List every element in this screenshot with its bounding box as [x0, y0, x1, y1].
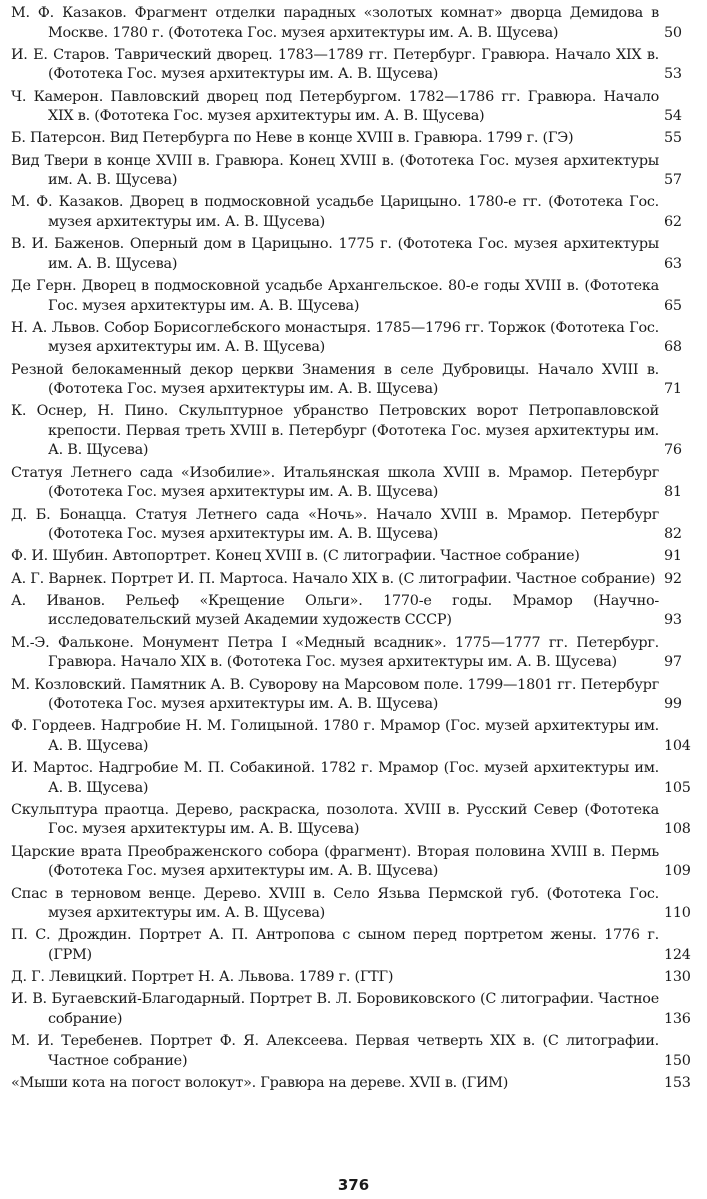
list-item — [0, 506, 707, 545]
entry-page-number: 71 — [664, 381, 682, 398]
entry-caption: Статуя Летнего сада «Изобилие». Итальянская школа XVIII в. Мрамор. Петербург (Фототека Гос. музея архитектуры им. А. В. Щусева) — [11, 464, 659, 501]
entry-caption: Д. Г. Левицкий. Портрет Н. А. Львова. 1789 г. (ГТГ) — [11, 969, 394, 986]
entry-caption: Ф. Гордеев. Надгробие Н. М. Голицыной. 1780 г. Мрамор (Гос. музей архитектуры им. А. В. Щусева) — [11, 718, 659, 754]
entry-page-number: 55 — [664, 130, 682, 147]
entry-caption: И. Е. Старов. Таврический дворец. 1783—1789 гг. Петербург. Гравюра. Начало XIX в. (Фототека Гос. музея архитектуры им. А. В. Щусева) — [11, 46, 659, 83]
entry-caption: И. В. Бугаевский-Благодарный. Портрет В. Л. Боровиковского (С литографии. Частное собрание) — [11, 991, 659, 1027]
entry-caption: М. И. Теребенев. Портрет Ф. Я. Алексеева. Первая четверть XIX в. (С литографии. Частное собрание) — [11, 1033, 659, 1069]
entry-caption: Б. Патерсон. Вид Петербурга по Неве в конце XVIII в. Гравюра. 1799 г. (ГЭ) — [11, 130, 574, 147]
entry-page-number: 136 — [664, 1010, 691, 1027]
entry-page-number: 50 — [664, 24, 682, 41]
list-item — [0, 361, 707, 400]
entry-caption: Царские врата Преображенского собора (фрагмент). Вторая половина XVIII в. Пермь (Фототека Гос. музея архитектуры им. А. В. Щусева) — [11, 843, 659, 880]
list-item — [0, 319, 707, 358]
list-item — [0, 402, 707, 461]
list-item — [0, 4, 707, 43]
entry-caption: К. Оснер, Н. Пино. Скульптурное убранство Петровских ворот Петропавловской крепости. Первая треть XVIII в. Петербург (Фототека Гос. музея архитектуры им. А. В. Щусева) — [11, 403, 659, 459]
entry-page-number: 81 — [664, 484, 682, 501]
entry-page-number: 97 — [664, 654, 682, 671]
entry-caption: Ф. И. Шубин. Автопортрет. Конец XVIII в. (С литографии. Частное собрание) — [11, 548, 580, 565]
list-item — [0, 592, 707, 631]
list-item — [0, 968, 707, 988]
entry-caption: Спас в терновом венце. Дерево. XVIII в. Село Язьва Пермской губ. (Фототека Гос. музея архитектуры им. А. В. Щусева) — [11, 885, 659, 922]
list-item — [0, 464, 707, 503]
list-item — [0, 676, 707, 715]
list-item — [0, 926, 707, 965]
entry-page-number: 82 — [664, 526, 682, 543]
entry-page-number: 108 — [664, 821, 691, 838]
list-item — [0, 885, 707, 924]
entry-caption: Н. А. Львов. Собор Борисоглебского монастыря. 1785—1796 гг. Торжок (Фототека Гос. музея архитектуры им. А. В. Щусева) — [11, 319, 659, 356]
entry-caption: Д. Б. Бонацца. Статуя Летнего сада «Ночь». Начало XVIII в. Мрамор. Петербург (Фототека Гос. музея архитектуры им. А. В. Щусева) — [11, 506, 659, 543]
entry-caption: М.-Э. Фальконе. Монумент Петра I «Медный всадник». 1775—1777 гг. Петербург. Гравюра. Начало XIX в. (Фототека Гос. музея архитектуры им. А. В. Щусева) — [11, 634, 659, 671]
entry-page-number: 65 — [664, 297, 682, 314]
list-item — [0, 235, 707, 274]
list-item — [0, 1074, 707, 1094]
entry-caption: А. Иванов. Рельеф «Крещение Ольги». 1770-е годы. Мрамор (Научно-исследовательский музей Академии художеств СССР) — [11, 592, 659, 629]
entry-page-number: 130 — [664, 969, 691, 986]
list-item — [0, 88, 707, 127]
entry-page-number: 54 — [664, 108, 682, 125]
entry-caption: В. И. Баженов. Оперный дом в Царицыно. 1775 г. (Фототека Гос. музея архитектуры им. А. В. Щусева) — [11, 236, 659, 272]
list-item — [0, 1032, 707, 1071]
entry-caption: И. Мартос. Надгробие М. П. Собакиной. 1782 г. Мрамор (Гос. музей архитектуры им. А. В. Щусева) — [11, 760, 659, 796]
entry-page-number: 68 — [664, 339, 682, 356]
entry-page-number: 124 — [664, 946, 691, 963]
entry-page-number: 91 — [664, 548, 682, 565]
entry-page-number: 150 — [664, 1052, 691, 1069]
entry-caption: А. Г. Варнек. Портрет И. П. Мартоса. Начало XIX в. (С литографии. Частное собрание) — [11, 570, 656, 587]
entry-caption: Де Герн. Дворец в подмосковной усадьбе Архангельское. 80-е годы XVIII в. (Фототека Гос. музея архитектуры им. А. В. Щусева) — [11, 278, 659, 314]
list-item — [0, 801, 707, 840]
entry-caption: М. Ф. Казаков. Фрагмент отделки парадных «золотых комнат» дворца Демидова в Москве. 1780 г. (Фототека Гос. музея архитектуры им. А. В. Щусева) — [11, 5, 659, 41]
entry-caption: «Мыши кота на погост волокут». Гравюра на дереве. XVII в. (ГИМ) — [11, 1075, 509, 1092]
list-item — [0, 990, 707, 1029]
entry-page-number: 153 — [664, 1075, 691, 1092]
list-item — [0, 759, 707, 798]
entry-page-number: 99 — [664, 696, 682, 713]
page-number: 376 — [337, 1176, 370, 1194]
entry-page-number: 105 — [664, 779, 691, 796]
entry-page-number: 109 — [664, 863, 691, 880]
entry-caption: П. С. Дрождин. Портрет А. П. Антропова с сыном перед портретом жены. 1776 г. (ГРМ) — [11, 927, 659, 963]
list-item — [0, 547, 707, 567]
list-item — [0, 193, 707, 232]
entry-caption: Резной белокаменный декор церкви Знамения в селе Дубровицы. Начало XVIII в. (Фототека Гос. музея архитектуры им. А. В. Щусева) — [11, 361, 659, 398]
list-item — [0, 717, 707, 756]
entry-caption: Вид Твери в конце XVIII в. Гравюра. Конец XVIII в. (Фототека Гос. музея архитектуры им. А. В. Щусева) — [11, 152, 659, 189]
entry-caption: Скульптура праотца. Дерево, раскраска, позолота. XVIII в. Русский Север (Фототека Гос. музея архитектуры им. А. В. Щусева) — [11, 801, 659, 838]
entry-page-number: 104 — [664, 737, 691, 754]
entry-caption: М. Козловский. Памятник А. В. Суворову на Марсовом поле. 1799—1801 гг. Петербург (Фототека Гос. музея архитектуры им. А. В. Щусева) — [11, 676, 659, 713]
list-item — [0, 152, 707, 191]
list-item — [0, 277, 707, 316]
entry-page-number: 62 — [664, 213, 682, 230]
entry-page-number: 63 — [664, 255, 682, 272]
entry-page-number: 53 — [664, 66, 682, 83]
entry-page-number: 76 — [664, 442, 682, 459]
list-item — [0, 843, 707, 882]
list-item — [0, 634, 707, 673]
entry-page-number: 110 — [664, 905, 691, 922]
entry-page-number: 57 — [664, 172, 682, 189]
list-item — [0, 570, 707, 590]
entry-page-number: 92 — [664, 570, 682, 587]
list-item — [0, 129, 707, 149]
list-item — [0, 46, 707, 85]
illustration-list — [0, 4, 707, 1094]
entry-page-number: 93 — [664, 612, 682, 629]
entry-caption: Ч. Камерон. Павловский дворец под Петербургом. 1782—1786 гг. Гравюра. Начало XIX в. (Фототека Гос. музея архитектуры им. А. В. Щусева) — [11, 88, 659, 125]
entry-caption: М. Ф. Казаков. Дворец в подмосковной усадьбе Царицыно. 1780-е гг. (Фототека Гос. музея архитектуры им. А. В. Щусева) — [11, 194, 659, 230]
